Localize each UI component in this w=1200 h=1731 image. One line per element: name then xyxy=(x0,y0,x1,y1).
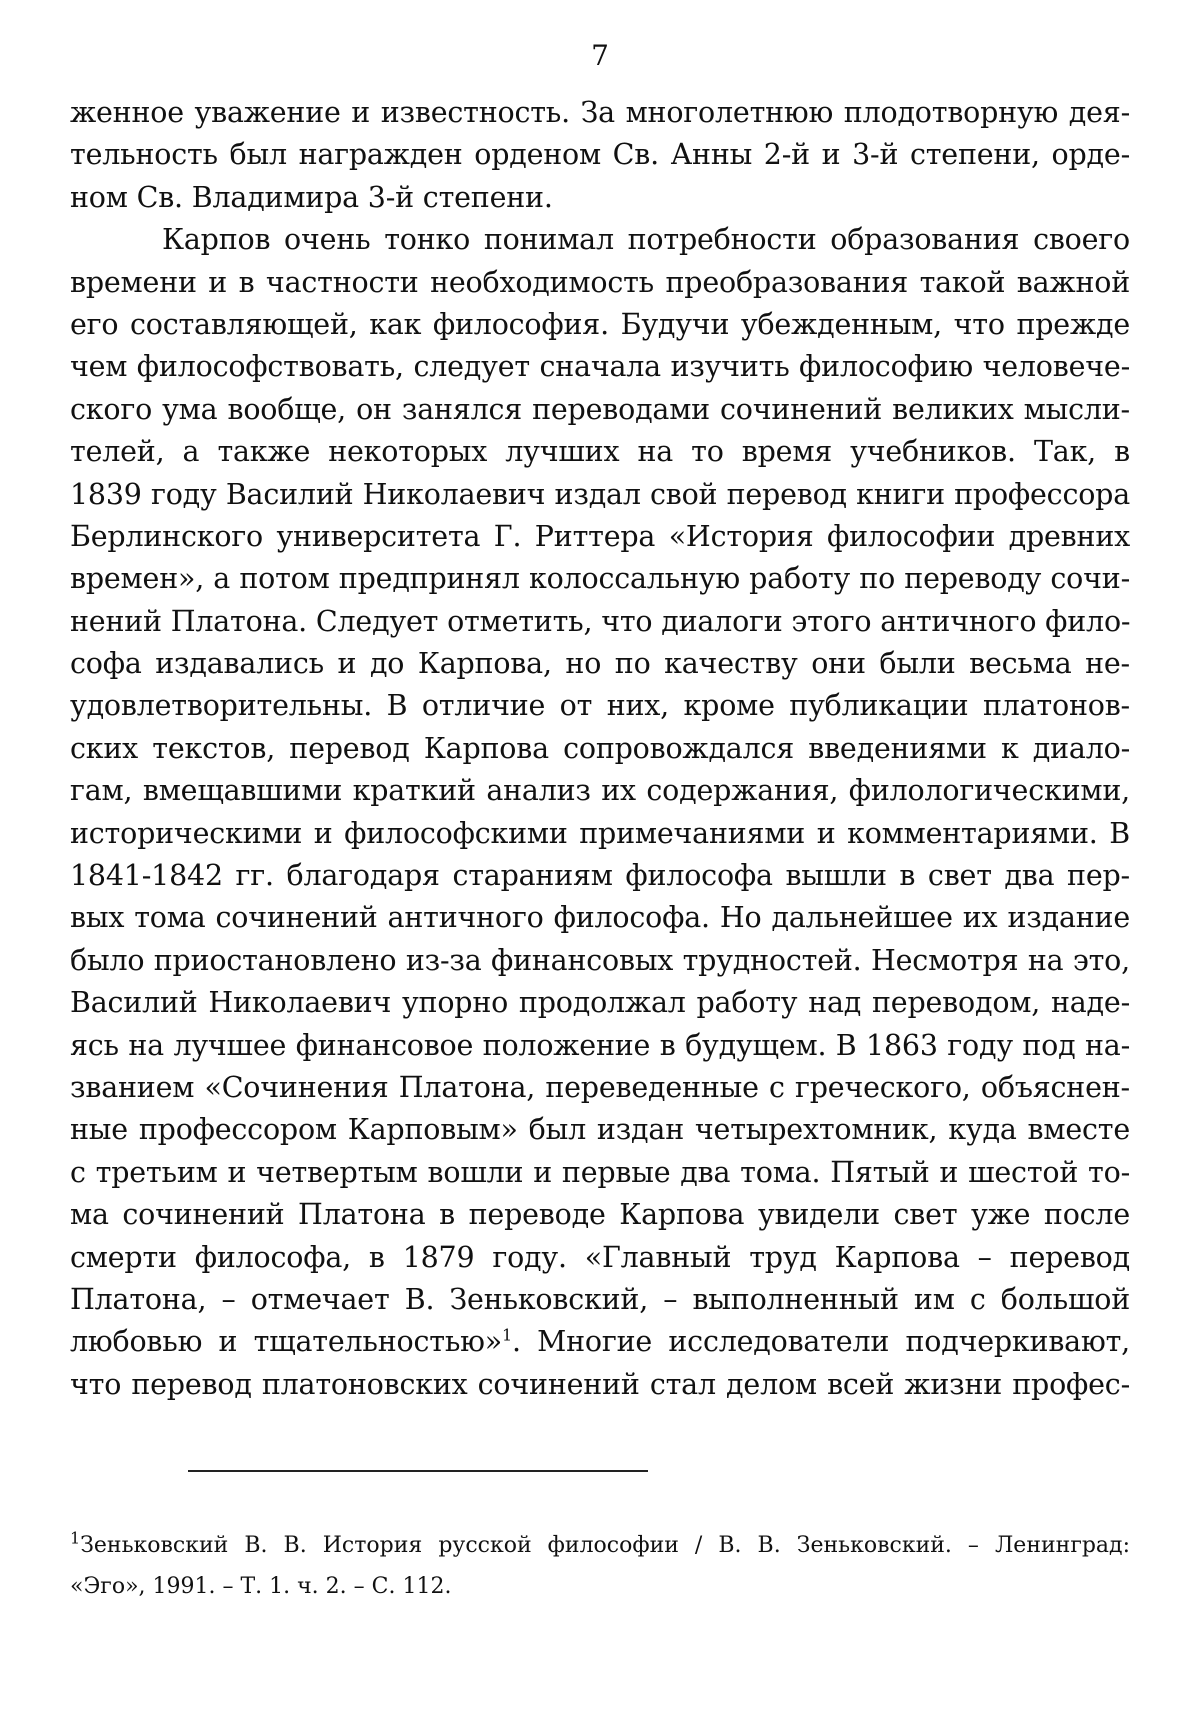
body-line-10: 1839 году Василий Николаевич издал свой перевод книги профессора xyxy=(70,477,1130,511)
footnote-marker: 1 xyxy=(70,1528,81,1548)
page-number: 7 xyxy=(591,39,609,72)
body-line-17: гам, вмещавшими краткий анализ их содержания, филологическими, xyxy=(70,774,1130,808)
body-text xyxy=(70,92,1130,1406)
body-line-28: смерти философа, в 1879 году. «Главный труд Карпова – перевод xyxy=(70,1240,1130,1274)
body-line-14: софа издавались и до Карпова, но по качеству они были весьма не- xyxy=(70,647,1130,681)
body-line-15: удовлетворительны. В отличие от них, кроме публикации платонов- xyxy=(70,689,1130,723)
footnote-line-1 xyxy=(70,1525,1130,1566)
body-line-12: времен», а потом предпринял колоссальную работу по переводу сочи- xyxy=(70,562,1130,596)
body-line-9: телей, а также некоторых лучших на то время учебников. Так, в xyxy=(70,435,1130,469)
body-line-21: было приостановлено из-за финансовых трудностей. Несмотря на это, xyxy=(70,943,1130,977)
body-line-4: Карпов очень тонко понимал потребности образования своего xyxy=(162,223,1130,257)
footnote xyxy=(70,1525,1130,1607)
body-line-25: ные профессором Карповым» был издан четырехтомник, куда вместе xyxy=(70,1113,1130,1147)
body-line-26: с третьим и четвертым вошли и первые два тома. Пятый и шестой то- xyxy=(70,1155,1130,1189)
body-line-30 xyxy=(70,1321,1130,1363)
body-line-27: ма сочинений Платона в переводе Карпова увидели свет уже после xyxy=(70,1198,1130,1232)
body-line-30-text-b: . Многие исследователи подчеркивают, xyxy=(511,1325,1130,1359)
body-line-6: его составляющей, как философия. Будучи убежденным, что прежде xyxy=(70,307,1130,341)
body-line-19: 1841-1842 гг. благодаря стараниям философа вышли в свет два пер- xyxy=(70,859,1130,893)
body-line-22: Василий Николаевич упорно продолжал работу над переводом, наде- xyxy=(70,986,1130,1020)
body-line-8: ского ума вообще, он занялся переводами сочинений великих мысли- xyxy=(70,392,1130,426)
body-line-16: ских текстов, перевод Карпова сопровождался введениями к диало- xyxy=(70,731,1130,765)
body-line-31: что перевод платоновских сочинений стал делом всей жизни профес- xyxy=(70,1367,1130,1401)
body-line-13: нений Платона. Следует отметить, что диалоги этого античного фило- xyxy=(70,604,1130,638)
footnote-divider xyxy=(188,1470,648,1472)
body-line-24: званием «Сочинения Платона, переведенные с греческого, объяснен- xyxy=(70,1070,1130,1104)
body-line-2: тельность был награжден орденом Св. Анны 2-й и 3-й степени, орде- xyxy=(70,138,1130,172)
body-line-20: вых тома сочинений античного философа. Но дальнейшее их издание xyxy=(70,901,1130,935)
body-line-23: ясь на лучшее финансовое положение в будущем. В 1863 году под на- xyxy=(70,1028,1130,1062)
footnote-line-2: «Эго», 1991. – Т. 1. ч. 2. – С. 112. xyxy=(70,1574,452,1599)
body-line-3: ном Св. Владимира 3-й степени. xyxy=(70,180,553,214)
body-line-29: Платона, – отмечает В. Зеньковский, – выполненный им с большой xyxy=(70,1282,1130,1316)
body-line-1: женное уважение и известность. За многолетнюю плодотворную дея- xyxy=(70,96,1130,129)
body-line-7: чем философствовать, следует сначала изучить философию человече- xyxy=(70,350,1130,384)
footnote-text-1: Зеньковский В. В. История русской философии / В. В. Зеньковский. – Ленинград: xyxy=(80,1533,1130,1558)
footnote-reference[interactable]: 1 xyxy=(501,1325,512,1345)
body-line-18: историческими и философскими примечаниями и комментариями. В xyxy=(70,816,1130,850)
body-line-11: Берлинского университета Г. Риттера «История философии древних xyxy=(70,519,1130,553)
body-line-5: времени и в частности необходимость преобразования такой важной xyxy=(70,265,1130,299)
body-line-30-text-a: любовью и тщательностью» xyxy=(70,1325,502,1359)
